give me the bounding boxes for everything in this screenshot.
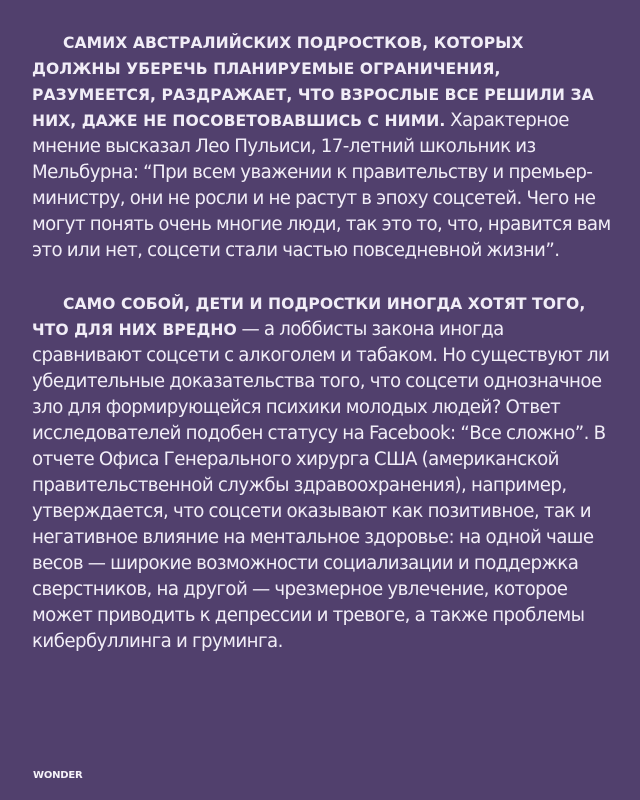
paragraph-1: [32, 30, 612, 264]
paragraph-2-lead: САМО СОБОЙ, ДЕТИ И ПОДРОСТКИ ИНОГДА ХОТЯТ ТОГО, ЧТО ДЛЯ НИХ ВРЕДНО: [32, 295, 586, 339]
paragraph-1-text: Характерное мнение высказал Лео Пульиси, 17-летний школьник из Мельбурна: “При всем уважении к правительству и премьер-министру, они не росли и не растут в эпоху соцсетей. Чего не могут понять очень многие люди, так это то, что, нравится вам это или нет, соцсети стали частью повседневной жизни”.: [32, 110, 611, 261]
paragraph-1-lead: САМИХ АВСТРАЛИЙСКИХ ПОДРОСТКОВ, КОТОРЫХ ДОЛЖНЫ УБЕРЕЧЬ ПЛАНИРУЕМЫЕ ОГРАНИЧЕНИЯ, РАЗУМЕЕТСЯ, РАЗДРАЖАЕТ, ЧТО ВЗРОСЛЫЕ ВСЕ РЕШИЛИ ЗА НИХ, ДАЖЕ НЕ ПОСОВЕТОВАВШИСЬ С НИМИ.: [32, 34, 594, 130]
paragraph-2: [32, 291, 612, 655]
paragraph-2-text: — а лоббисты закона иногда сравнивают соцсети с алкоголем и табаком. Но существуют ли убедительные доказательства того, что соцсети однозначное зло для формирующейся психики молодых людей? Ответ исследователей подобен статусу на Facebook: “Все сложно”. В отчете Офиса Генерального хирурга США (американской правительственной службы здравоохранения), например, утверждается, что соцсети оказывают как позитивное, так и негативное влияние на ментальное здоровье: на одной чаше весов — широкие возможности социализации и поддержка сверстников, на другой — чрезмерное увлечение, которое может приводить к депрессии и тревоге, а также проблемы кибербуллинга и груминга.: [32, 319, 610, 652]
brand-logo: WONDER: [33, 770, 83, 781]
article-body: [32, 30, 612, 655]
